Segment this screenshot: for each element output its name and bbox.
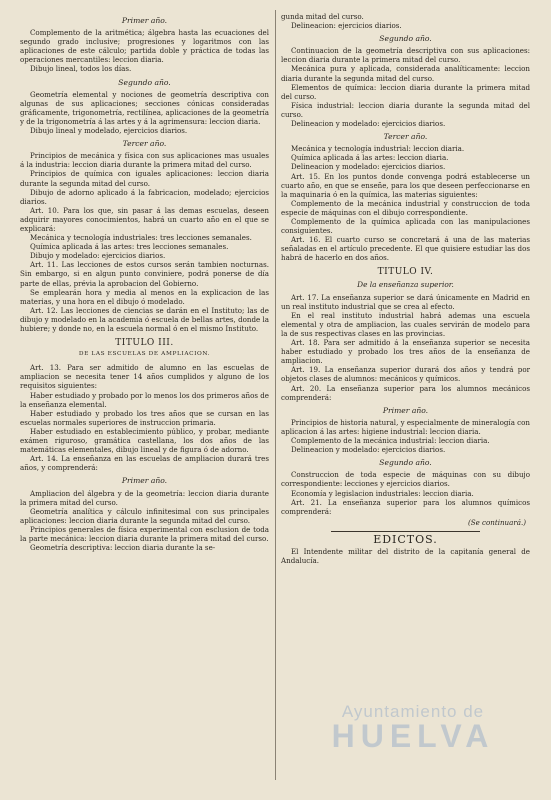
paragraph: Dibujo y modelado: ejercicios diarios. <box>30 251 166 261</box>
heading-primer-ano-superior: Primer año. <box>382 405 429 415</box>
paragraph: Ampliacion del álgebra y de la geometría: leccion diaria durante la primera mitad del curso. <box>20 488 269 507</box>
paragraph: Química aplicada á las artes: leccion diaria. <box>291 153 449 163</box>
titulo-iv-subheading: De la enseñanza superior. <box>357 279 454 289</box>
continuation-note: (Se continuará.) <box>467 517 526 527</box>
paragraph: Economía y legislacion industriales: leccion diaria. <box>291 488 474 498</box>
heading-tercer-ano: Tercer año. <box>383 132 428 142</box>
paragraph: Art. 14. La enseñanza en las escuelas de ampliacion durará tres años, y comprenderá: <box>20 454 269 473</box>
paragraph: Complemento de la mecánica industrial: leccion diaria. <box>291 436 490 446</box>
titulo-iii-heading: TITULO III. <box>115 338 174 349</box>
paragraph: Principios de historia natural, y especialmente de mineralogía con aplicacion á las artes: higiene industrial: leccion diaria. <box>281 417 530 436</box>
paragraph: Complemento de la mecánica industrial y construccion de toda especie de máquinas con el dibujo correspondiente. <box>281 198 530 217</box>
heading-primer-ano-ampliacion: Primer año. <box>121 476 168 486</box>
edictos-heading: EDICTOS. <box>373 532 438 546</box>
paragraph: Haber estudiado y probado por lo menos los dos primeros años de la enseñanza elemental. <box>20 390 269 409</box>
column-divider <box>275 10 276 780</box>
heading-segundo-ano: Segundo año. <box>118 77 171 87</box>
paragraph: Química aplicada á las artes: tres lecciones semanales. <box>30 242 229 252</box>
paragraph: Principios generales de física experimental con esclusion de toda la parte mecánica: leccion diaria durante la primera mitad del curso. <box>20 524 269 543</box>
paragraph: Delineacion y modelado: ejercicios diarios. <box>291 119 446 129</box>
heading-primer-ano: Primer año. <box>121 16 168 25</box>
paragraph: Art. 13. Para ser admitido de alumno en las escuelas de ampliacion se necesita tener 14 años cumplidos y alguno de los requisitos siguientes: <box>20 363 269 391</box>
watermark-line-1: Ayuntamiento de <box>341 702 485 721</box>
paragraph: Art. 11. Las lecciones de estos cursos serán tambien nocturnas. Sin embargo, si en algun punto conviniere, podrá ponerse de día parte de ellas, prévia la aprobacion del Gobierno. <box>20 260 269 288</box>
paragraph: Art. 15. En los puntos donde convenga podrá establecerse un cuarto año, en que se enseñe, para los que deseen perfeccionarse en la maquinaria ó en la química, las materias siguientes: <box>281 171 530 199</box>
paragraph: Art. 19. La enseñanza superior durará dos años y tendrá por objetos clases de alumnos: mecánicos y químicos. <box>281 365 530 384</box>
paragraph: Art. 20. La enseñanza superior para los alumnos mecánicos comprenderá: <box>281 383 530 402</box>
paragraph: Mecánica pura y aplicada, considerada analíticamente: leccion diaria durante la segunda mitad del curso. <box>281 64 530 83</box>
paragraph: Art. 10. Para los que, sin pasar á las demas escuelas, deseen adquirir mayores conocimientos, habrá un cuarto año en el que se explicará: <box>20 205 269 233</box>
paragraph: En el real instituto industrial habrá ademas una escuela elemental y otra de ampliacion, las cuales servirán de modelo para la de sus respectivas clases en las provincias. <box>281 310 530 338</box>
titulo-iii-subheading: DE LAS ESCUELAS DE AMPLIACION. <box>78 351 211 358</box>
paragraph: Dibujo lineal y modelado, ejercicios diarios. <box>30 126 188 136</box>
paragraph: Mecánica y tecnología industrial: leccion diaria. <box>291 144 465 154</box>
paragraph: Delineacion y modelado: ejercicios diarios. <box>291 162 446 172</box>
paragraph: Art. 17. La enseñanza superior se dará únicamente en Madrid en un real instituto industrial que se crea al efecto. <box>281 292 530 311</box>
paragraph: Haber estudiado y probado los tres años que se cursan en las escuelas normales superiores de instruccion primaria. <box>20 408 269 427</box>
right-column <box>281 12 530 565</box>
paragraph: Haber estudiado en establecimiento público, y probar, mediante exámen riguroso, gramática castellana, los dos años de las matemáticas elementales, dibujo lineal y de figura ó de adorno. <box>20 426 269 455</box>
paragraph: El Intendente militar del distrito de la capitanía general de Andalucía. <box>281 546 530 566</box>
paragraph: Art. 18. Para ser admitido á la enseñanza superior se necesita haber estudiado y probado los tres años de la enseñanza de ampliacion. <box>281 338 530 366</box>
paragraph: Continuacion de la geometría descriptiva con sus aplicaciones: leccion diaria durante la primera mitad del curso. <box>281 46 530 65</box>
paragraph: Principios de química con iguales aplicaciones: leccion diaria durante la segunda mitad del curso. <box>20 169 269 188</box>
paragraph: Complemento de la química aplicada con las manipulaciones consiguientes. <box>281 216 530 236</box>
paragraph: Art. 16. El cuarto curso se concretará á una de las materias señaladas en el artículo precedente. El que quisiere estudiar las dos habrá de hacerlo en dos años. <box>281 235 530 263</box>
paragraph: Delineacion y modelado: ejercicios diarios. <box>291 445 446 455</box>
paragraph: Se emplearán hora y media al menos en la explicacion de las materias, y una hora en el dibujo ó modelado. <box>20 287 269 306</box>
heading-tercer-ano: Tercer año. <box>122 139 167 149</box>
paragraph: Dibujo lineal, todos los días. <box>30 64 132 74</box>
heading-segundo-ano: Segundo año. <box>379 34 432 44</box>
archive-watermark <box>288 702 538 755</box>
paragraph: Construccion de toda especie de máquinas con su dibujo correspondiente: lecciones y ejercicios diarios. <box>281 470 530 489</box>
paragraph-continued: gunda mitad del curso. <box>281 12 364 21</box>
watermark-line-2: HUELVA <box>331 718 495 754</box>
left-column <box>20 12 269 565</box>
paragraph: Complemento de la aritmética; álgebra hasta las ecuaciones del segundo grado inclusive; progresiones y logaritmos con las aplicaciones de este cálculo; partida doble y práctica de todas las operaciones mercantiles: leccion diaria. <box>20 28 269 65</box>
paragraph: Art. 12. Las lecciones de ciencias se darán en el Instituto; las de dibujo y modelado en la academia ó escuela de bellas artes, donde la hubiere; y donde no, en la escuela normal ó en el mismo Instituto. <box>20 305 269 333</box>
paragraph: Art. 21. La enseñanza superior para los alumnos químicos comprenderá: <box>281 497 530 516</box>
paragraph: Física industrial: leccion diaria durante la segunda mitad del curso. <box>281 100 530 119</box>
paragraph: Dibujo de adorno aplicado á la fabricacion, modelado; ejercicios diarios. <box>20 187 269 206</box>
paragraph: Delineacion: ejercicios diarios. <box>291 21 402 31</box>
section-rule <box>331 531 480 532</box>
paragraph: Mecánica y tecnología industriales: tres lecciones semanales. <box>30 233 252 243</box>
paragraph: Geometría analítica y cálculo infinitesimal con sus principales aplicaciones: leccion diaria durante la segunda mitad del curso. <box>20 506 269 525</box>
heading-segundo-ano-superior: Segundo año. <box>379 458 432 468</box>
paragraph: Elementos de química: leccion diaria durante la primera mitad del curso. <box>281 82 530 101</box>
paragraph: Geometría elemental y nociones de geometría descriptiva con algunas de sus aplicaciones; secciones cónicas consideradas gráficamente, trigonometría, rectilínea, aplicaciones de la geometría y de la trigonometría á las artes y á la agrimensura: leccion diaria. <box>20 89 269 126</box>
titulo-iv-heading: TITULO IV. <box>377 267 434 278</box>
paragraph: Geometría descriptiva: leccion diaria durante la se- <box>30 543 216 553</box>
paragraph: Principios de mecánica y física con sus aplicaciones mas usuales á la industria: leccion diaria durante la primera mitad del curso. <box>20 151 269 170</box>
